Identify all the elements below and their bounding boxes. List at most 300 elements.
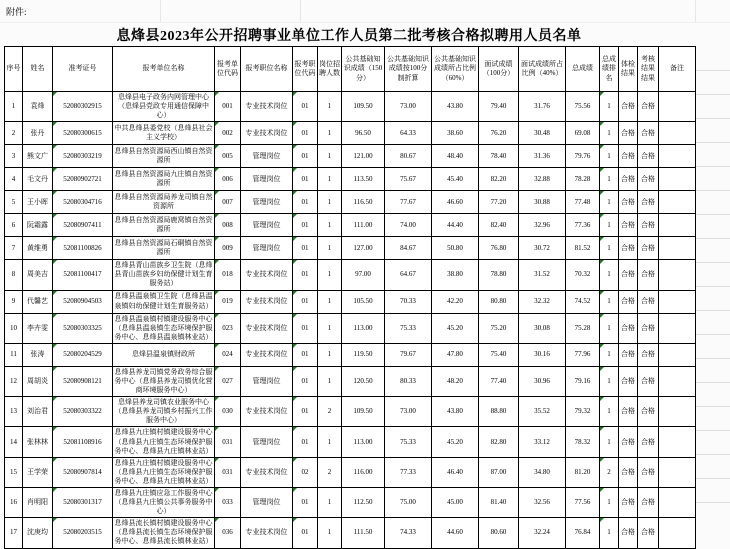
- cell[interactable]: 75.20: [479, 313, 519, 343]
- column-header-11[interactable]: 面试成绩（100分）: [479, 47, 519, 92]
- cell[interactable]: 01: [293, 366, 318, 396]
- cell[interactable]: 027: [215, 366, 241, 396]
- cell[interactable]: 024: [215, 343, 241, 366]
- cell[interactable]: 专业技术岗位: [241, 260, 293, 290]
- cell[interactable]: 78.28: [566, 168, 600, 191]
- cell[interactable]: 80.33: [385, 366, 432, 396]
- cell[interactable]: 97.00: [342, 260, 385, 290]
- cell[interactable]: 1: [5, 92, 23, 122]
- cell[interactable]: 7: [5, 237, 23, 260]
- cell[interactable]: 73.00: [385, 397, 432, 427]
- cell[interactable]: 周美吉: [23, 260, 53, 290]
- cell[interactable]: 30.96: [519, 366, 566, 396]
- cell[interactable]: 31.52: [519, 260, 566, 290]
- cell[interactable]: 01: [293, 427, 318, 457]
- cell[interactable]: [659, 290, 696, 313]
- cell[interactable]: 88.80: [479, 397, 519, 427]
- cell[interactable]: 75.33: [385, 313, 432, 343]
- column-header-15[interactable]: 体检结果: [619, 47, 638, 92]
- cell[interactable]: 管理岗位: [241, 191, 293, 214]
- cell[interactable]: 70.32: [566, 260, 600, 290]
- cell[interactable]: 79.16: [566, 366, 600, 396]
- cell[interactable]: 52080300615: [53, 122, 113, 145]
- cell[interactable]: 007: [215, 191, 241, 214]
- cell[interactable]: 1: [600, 518, 619, 548]
- cell[interactable]: 王小晖: [23, 191, 53, 214]
- cell[interactable]: 73.00: [385, 92, 432, 122]
- cell[interactable]: 77.36: [566, 214, 600, 237]
- cell[interactable]: 合格: [619, 92, 638, 122]
- column-header-17[interactable]: 备注: [659, 47, 696, 92]
- cell[interactable]: 熊文广: [23, 145, 53, 168]
- cell[interactable]: 35.52: [519, 397, 566, 427]
- cell[interactable]: 1: [318, 313, 342, 343]
- cell[interactable]: 专业技术岗位: [241, 290, 293, 313]
- cell[interactable]: 01: [293, 313, 318, 343]
- cell[interactable]: 毛文丹: [23, 168, 53, 191]
- column-header-6[interactable]: 报考职位代码: [293, 47, 318, 92]
- cell[interactable]: 合格: [619, 366, 638, 396]
- cell[interactable]: 30.08: [519, 313, 566, 343]
- cell[interactable]: 005: [215, 145, 241, 168]
- cell[interactable]: 2: [600, 457, 619, 487]
- cell[interactable]: 112.50: [342, 487, 385, 517]
- cell[interactable]: 52080301317: [53, 487, 113, 517]
- cell[interactable]: 11: [5, 343, 23, 366]
- cell[interactable]: 合格: [619, 427, 638, 457]
- cell[interactable]: 69.08: [566, 122, 600, 145]
- cell[interactable]: 42.20: [432, 290, 479, 313]
- cell[interactable]: 管理岗位: [241, 168, 293, 191]
- cell[interactable]: 1: [318, 122, 342, 145]
- cell[interactable]: 52080303325: [53, 313, 113, 343]
- cell[interactable]: 44.40: [432, 214, 479, 237]
- cell[interactable]: 52080902721: [53, 168, 113, 191]
- cell[interactable]: 4: [5, 168, 23, 191]
- cell[interactable]: 001: [215, 92, 241, 122]
- cell[interactable]: 1: [318, 145, 342, 168]
- cell[interactable]: 合格: [638, 313, 659, 343]
- cell[interactable]: 合格: [619, 191, 638, 214]
- cell[interactable]: 80.60: [479, 518, 519, 548]
- cell[interactable]: 9: [5, 290, 23, 313]
- cell[interactable]: 合格: [619, 313, 638, 343]
- cell[interactable]: 121.00: [342, 145, 385, 168]
- cell[interactable]: [659, 260, 696, 290]
- cell[interactable]: 01: [293, 518, 318, 548]
- cell[interactable]: 合格: [619, 145, 638, 168]
- cell[interactable]: 75.33: [385, 427, 432, 457]
- column-header-0[interactable]: 序号: [5, 47, 23, 92]
- cell[interactable]: 030: [215, 397, 241, 427]
- cell[interactable]: 75.56: [566, 92, 600, 122]
- cell[interactable]: 52080303322: [53, 397, 113, 427]
- cell[interactable]: 息烽县自然资源局养龙司镇自然资源所: [113, 191, 215, 214]
- cell[interactable]: 13: [5, 397, 23, 427]
- cell[interactable]: 87.00: [479, 457, 519, 487]
- cell[interactable]: 3: [5, 145, 23, 168]
- cell[interactable]: 34.80: [519, 457, 566, 487]
- cell[interactable]: 46.40: [432, 457, 479, 487]
- cell[interactable]: 78.80: [479, 260, 519, 290]
- cell[interactable]: 息烽县自然资源局九庄镇自然资源所: [113, 168, 215, 191]
- cell[interactable]: 15: [5, 457, 23, 487]
- cell[interactable]: 116.00: [342, 457, 385, 487]
- cell[interactable]: 2: [5, 122, 23, 145]
- cell[interactable]: 合格: [638, 92, 659, 122]
- column-header-7[interactable]: 岗位招聘人数: [318, 47, 342, 92]
- cell[interactable]: 01: [293, 145, 318, 168]
- cell[interactable]: [659, 427, 696, 457]
- cell[interactable]: 79.32: [566, 397, 600, 427]
- cell[interactable]: 息烽县自然资源局石硐镇自然资源所: [113, 237, 215, 260]
- cell[interactable]: 75.28: [566, 313, 600, 343]
- cell[interactable]: 119.50: [342, 343, 385, 366]
- cell[interactable]: 1: [600, 191, 619, 214]
- cell[interactable]: 113.00: [342, 313, 385, 343]
- cell[interactable]: 1: [318, 191, 342, 214]
- cell[interactable]: 52080203515: [53, 518, 113, 548]
- cell[interactable]: 31.36: [519, 145, 566, 168]
- cell[interactable]: 77.67: [385, 191, 432, 214]
- cell[interactable]: 管理岗位: [241, 366, 293, 396]
- cell[interactable]: 105.50: [342, 290, 385, 313]
- cell[interactable]: [659, 313, 696, 343]
- cell[interactable]: 刘治君: [23, 397, 53, 427]
- column-header-16[interactable]: 考核结果结果: [638, 47, 659, 92]
- cell[interactable]: 管理岗位: [241, 145, 293, 168]
- cell[interactable]: [659, 92, 696, 122]
- cell[interactable]: 81.40: [479, 487, 519, 517]
- cell[interactable]: 77.20: [479, 191, 519, 214]
- cell[interactable]: 合格: [638, 191, 659, 214]
- cell[interactable]: 52080907814: [53, 457, 113, 487]
- cell[interactable]: 1: [318, 427, 342, 457]
- cell[interactable]: 中共息烽县委党校（息烽县社会主义学校）: [113, 122, 215, 145]
- cell[interactable]: [659, 122, 696, 145]
- cell[interactable]: 019: [215, 290, 241, 313]
- cell[interactable]: 1: [318, 366, 342, 396]
- cell[interactable]: 息烽县温泉镇财政所: [113, 343, 215, 366]
- cell[interactable]: 息烽县电子政务内网管理中心（息烽县党政专用通信保障中心）: [113, 92, 215, 122]
- cell[interactable]: [659, 518, 696, 548]
- cell[interactable]: 76.20: [479, 122, 519, 145]
- cell[interactable]: 48.40: [432, 145, 479, 168]
- cell[interactable]: 70.33: [385, 290, 432, 313]
- cell[interactable]: 合格: [638, 397, 659, 427]
- cell[interactable]: 77.96: [566, 343, 600, 366]
- cell[interactable]: 52081108916: [53, 427, 113, 457]
- cell[interactable]: 1: [600, 427, 619, 457]
- cell[interactable]: 合格: [619, 168, 638, 191]
- cell[interactable]: 77.48: [566, 191, 600, 214]
- cell[interactable]: [659, 397, 696, 427]
- column-header-9[interactable]: 公共基础知识成绩按100分制折算: [385, 47, 432, 92]
- cell[interactable]: 111.00: [342, 214, 385, 237]
- cell[interactable]: 031: [215, 427, 241, 457]
- cell[interactable]: [659, 214, 696, 237]
- cell[interactable]: 8: [5, 260, 23, 290]
- cell[interactable]: 006: [215, 168, 241, 191]
- cell[interactable]: 01: [293, 168, 318, 191]
- cell[interactable]: 1: [318, 290, 342, 313]
- cell[interactable]: 管理岗位: [241, 427, 293, 457]
- cell[interactable]: 30.16: [519, 343, 566, 366]
- cell[interactable]: 合格: [619, 214, 638, 237]
- cell[interactable]: 合格: [619, 518, 638, 548]
- cell[interactable]: 45.20: [432, 427, 479, 457]
- cell[interactable]: 52080304716: [53, 191, 113, 214]
- cell[interactable]: 1: [318, 487, 342, 517]
- cell[interactable]: 合格: [638, 366, 659, 396]
- column-header-4[interactable]: 报考单位代码: [215, 47, 241, 92]
- cell[interactable]: 合格: [638, 457, 659, 487]
- cell[interactable]: 52080904503: [53, 290, 113, 313]
- cell[interactable]: 01: [293, 487, 318, 517]
- cell[interactable]: 1: [600, 260, 619, 290]
- cell[interactable]: 肖明阳: [23, 487, 53, 517]
- column-header-14[interactable]: 总成绩排名: [600, 47, 619, 92]
- cell[interactable]: 1: [600, 290, 619, 313]
- cell[interactable]: 76.84: [566, 518, 600, 548]
- cell[interactable]: 74.00: [385, 214, 432, 237]
- cell[interactable]: 30.88: [519, 191, 566, 214]
- cell[interactable]: 30.72: [519, 237, 566, 260]
- cell[interactable]: 74.52: [566, 290, 600, 313]
- column-header-3[interactable]: 报考单位名称: [113, 47, 215, 92]
- cell[interactable]: [659, 145, 696, 168]
- cell[interactable]: 109.50: [342, 397, 385, 427]
- cell[interactable]: 47.80: [432, 343, 479, 366]
- cell[interactable]: 合格: [638, 260, 659, 290]
- cell[interactable]: 79.67: [385, 343, 432, 366]
- cell[interactable]: 113.00: [342, 427, 385, 457]
- column-header-8[interactable]: 公共基础知识成绩（150分）: [342, 47, 385, 92]
- cell[interactable]: 息烽县九庄镇村镇建设服务中心（息烽县九庄镇生态环境保护服务中心、息烽县九庄镇林业站）: [113, 457, 215, 487]
- cell[interactable]: 64.67: [385, 260, 432, 290]
- cell[interactable]: 38.60: [432, 122, 479, 145]
- cell[interactable]: 80.80: [479, 290, 519, 313]
- column-header-2[interactable]: 准考证号: [53, 47, 113, 92]
- cell[interactable]: 033: [215, 487, 241, 517]
- cell[interactable]: [659, 191, 696, 214]
- cell[interactable]: 合格: [619, 260, 638, 290]
- cell[interactable]: 32.24: [519, 518, 566, 548]
- cell[interactable]: 45.40: [432, 168, 479, 191]
- cell[interactable]: 32.96: [519, 214, 566, 237]
- cell[interactable]: 81.20: [566, 457, 600, 487]
- cell[interactable]: 01: [293, 237, 318, 260]
- cell[interactable]: 38.80: [432, 260, 479, 290]
- cell[interactable]: 合格: [619, 343, 638, 366]
- cell[interactable]: 1: [318, 518, 342, 548]
- cell[interactable]: 32.32: [519, 290, 566, 313]
- cell[interactable]: 77.40: [479, 366, 519, 396]
- column-header-1[interactable]: 姓名: [23, 47, 53, 92]
- cell[interactable]: 01: [293, 290, 318, 313]
- cell[interactable]: 1: [318, 343, 342, 366]
- cell[interactable]: 32.56: [519, 487, 566, 517]
- cell[interactable]: 专业技术岗位: [241, 518, 293, 548]
- cell[interactable]: 息烽县温泉镇卫生院（息烽县温泉镇妇幼保健计划生育服务站）: [113, 290, 215, 313]
- cell[interactable]: 52080303219: [53, 145, 113, 168]
- cell[interactable]: 74.33: [385, 518, 432, 548]
- cell[interactable]: 1: [600, 313, 619, 343]
- cell[interactable]: 96.50: [342, 122, 385, 145]
- cell[interactable]: 合格: [638, 122, 659, 145]
- cell[interactable]: 1: [600, 343, 619, 366]
- cell[interactable]: 合格: [638, 168, 659, 191]
- cell[interactable]: 合格: [619, 290, 638, 313]
- cell[interactable]: 008: [215, 214, 241, 237]
- cell[interactable]: 79.76: [566, 145, 600, 168]
- cell[interactable]: 1: [318, 168, 342, 191]
- cell[interactable]: 023: [215, 313, 241, 343]
- cell[interactable]: [659, 343, 696, 366]
- cell[interactable]: 5: [5, 191, 23, 214]
- cell[interactable]: 76.80: [479, 237, 519, 260]
- cell[interactable]: 127.00: [342, 237, 385, 260]
- cell[interactable]: 1: [318, 214, 342, 237]
- cell[interactable]: 专业技术岗位: [241, 397, 293, 427]
- cell[interactable]: 1: [318, 92, 342, 122]
- cell[interactable]: 合格: [638, 237, 659, 260]
- cell[interactable]: 6: [5, 214, 23, 237]
- cell[interactable]: 50.80: [432, 237, 479, 260]
- cell[interactable]: 75.40: [479, 343, 519, 366]
- cell[interactable]: 01: [293, 260, 318, 290]
- cell[interactable]: 82.20: [479, 168, 519, 191]
- cell[interactable]: 1: [600, 397, 619, 427]
- cell[interactable]: [659, 366, 696, 396]
- cell[interactable]: 01: [293, 214, 318, 237]
- cell[interactable]: 息烽县自然资源局西山镇自然资源所: [113, 145, 215, 168]
- column-header-13[interactable]: 总成绩: [566, 47, 600, 92]
- cell[interactable]: 43.80: [432, 397, 479, 427]
- cell[interactable]: 息烽县九庄镇应急工作服务中心（息烽县九庄镇公共事务服务中心）: [113, 487, 215, 517]
- cell[interactable]: 82.40: [479, 214, 519, 237]
- cell[interactable]: 75.67: [385, 168, 432, 191]
- cell[interactable]: 代馨艺: [23, 290, 53, 313]
- cell[interactable]: 合格: [638, 518, 659, 548]
- cell[interactable]: 77.56: [566, 487, 600, 517]
- cell[interactable]: 10: [5, 313, 23, 343]
- cell[interactable]: 116.50: [342, 191, 385, 214]
- cell[interactable]: 12: [5, 366, 23, 396]
- cell[interactable]: 031: [215, 457, 241, 487]
- cell[interactable]: 52080907411: [53, 214, 113, 237]
- cell[interactable]: 管理岗位: [241, 487, 293, 517]
- cell[interactable]: 46.60: [432, 191, 479, 214]
- cell[interactable]: 002: [215, 122, 241, 145]
- cell[interactable]: 合格: [638, 487, 659, 517]
- cell[interactable]: 33.12: [519, 427, 566, 457]
- cell[interactable]: 1: [600, 145, 619, 168]
- cell[interactable]: 80.67: [385, 145, 432, 168]
- cell[interactable]: 01: [293, 343, 318, 366]
- cell[interactable]: 1: [600, 366, 619, 396]
- cell[interactable]: 息烽县温泉镇村镇建设服务中心（息烽县温泉镇生态环境保护服务中心、息烽县温泉镇林业站）: [113, 313, 215, 343]
- cell[interactable]: 1: [318, 260, 342, 290]
- cell[interactable]: 01: [293, 92, 318, 122]
- cell[interactable]: 李卉雯: [23, 313, 53, 343]
- cell[interactable]: 1: [600, 487, 619, 517]
- cell[interactable]: 息烽县青山苗族乡卫生院（息烽县青山苗族乡妇幼保健计划生育服务站）: [113, 260, 215, 290]
- cell[interactable]: 01: [293, 397, 318, 427]
- cell[interactable]: 84.67: [385, 237, 432, 260]
- cell[interactable]: 75.00: [385, 487, 432, 517]
- cell[interactable]: 120.50: [342, 366, 385, 396]
- cell[interactable]: 黄维勇: [23, 237, 53, 260]
- cell[interactable]: 阮霜露: [23, 214, 53, 237]
- cell[interactable]: 17: [5, 518, 23, 548]
- cell[interactable]: 43.80: [432, 92, 479, 122]
- cell[interactable]: 01: [293, 122, 318, 145]
- cell[interactable]: 78.32: [566, 427, 600, 457]
- column-header-10[interactable]: 公共基础知识成绩所占比例（60%）: [432, 47, 479, 92]
- cell[interactable]: 32.88: [519, 168, 566, 191]
- cell[interactable]: 息烽县自然资源局鹿窝镇自然资源所: [113, 214, 215, 237]
- cell[interactable]: 81.52: [566, 237, 600, 260]
- cell[interactable]: 合格: [619, 397, 638, 427]
- cell[interactable]: 张林林: [23, 427, 53, 457]
- cell[interactable]: 合格: [638, 145, 659, 168]
- cell[interactable]: 合格: [638, 427, 659, 457]
- cell[interactable]: 王学荣: [23, 457, 53, 487]
- cell[interactable]: 64.33: [385, 122, 432, 145]
- cell[interactable]: 息烽县养龙司镇农业服务中心（息烽县养龙司镇乡村振兴工作服务中心）: [113, 397, 215, 427]
- cell[interactable]: 31.76: [519, 92, 566, 122]
- cell[interactable]: [659, 457, 696, 487]
- cell[interactable]: 111.50: [342, 518, 385, 548]
- cell[interactable]: 管理岗位: [241, 237, 293, 260]
- cell[interactable]: 息烽县九庄镇村镇建设服务中心（息烽县九庄镇生态环境保护服务中心、息烽县九庄镇林业站）: [113, 427, 215, 457]
- cell[interactable]: 30.48: [519, 122, 566, 145]
- cell[interactable]: 2: [318, 397, 342, 427]
- cell[interactable]: 专业技术岗位: [241, 457, 293, 487]
- cell[interactable]: 1: [318, 237, 342, 260]
- cell[interactable]: [659, 168, 696, 191]
- cell[interactable]: 袁烽: [23, 92, 53, 122]
- cell[interactable]: 合格: [638, 343, 659, 366]
- cell[interactable]: [659, 487, 696, 517]
- column-header-5[interactable]: 报考职位名称: [241, 47, 293, 92]
- cell[interactable]: 018: [215, 260, 241, 290]
- cell[interactable]: 77.33: [385, 457, 432, 487]
- cell[interactable]: 52081100417: [53, 260, 113, 290]
- cell[interactable]: 沈庚均: [23, 518, 53, 548]
- cell[interactable]: 036: [215, 518, 241, 548]
- cell[interactable]: 周胡炎: [23, 366, 53, 396]
- cell[interactable]: 1: [600, 122, 619, 145]
- cell[interactable]: 合格: [638, 214, 659, 237]
- cell[interactable]: 82.80: [479, 427, 519, 457]
- cell[interactable]: 合格: [619, 122, 638, 145]
- cell[interactable]: 14: [5, 427, 23, 457]
- cell[interactable]: 专业技术岗位: [241, 92, 293, 122]
- cell[interactable]: 息烽县养龙司镇党务政务综合服务中心（息烽县养龙司镇优化营商环境服务中心）: [113, 366, 215, 396]
- cell[interactable]: 52080908121: [53, 366, 113, 396]
- cell[interactable]: 79.40: [479, 92, 519, 122]
- cell[interactable]: 1: [600, 168, 619, 191]
- column-header-12[interactable]: 面试成绩所占比例（40%）: [519, 47, 566, 92]
- cell[interactable]: 张丹: [23, 122, 53, 145]
- cell[interactable]: 01: [293, 191, 318, 214]
- cell[interactable]: 78.40: [479, 145, 519, 168]
- cell[interactable]: 1: [600, 214, 619, 237]
- cell[interactable]: 合格: [619, 237, 638, 260]
- cell[interactable]: 16: [5, 487, 23, 517]
